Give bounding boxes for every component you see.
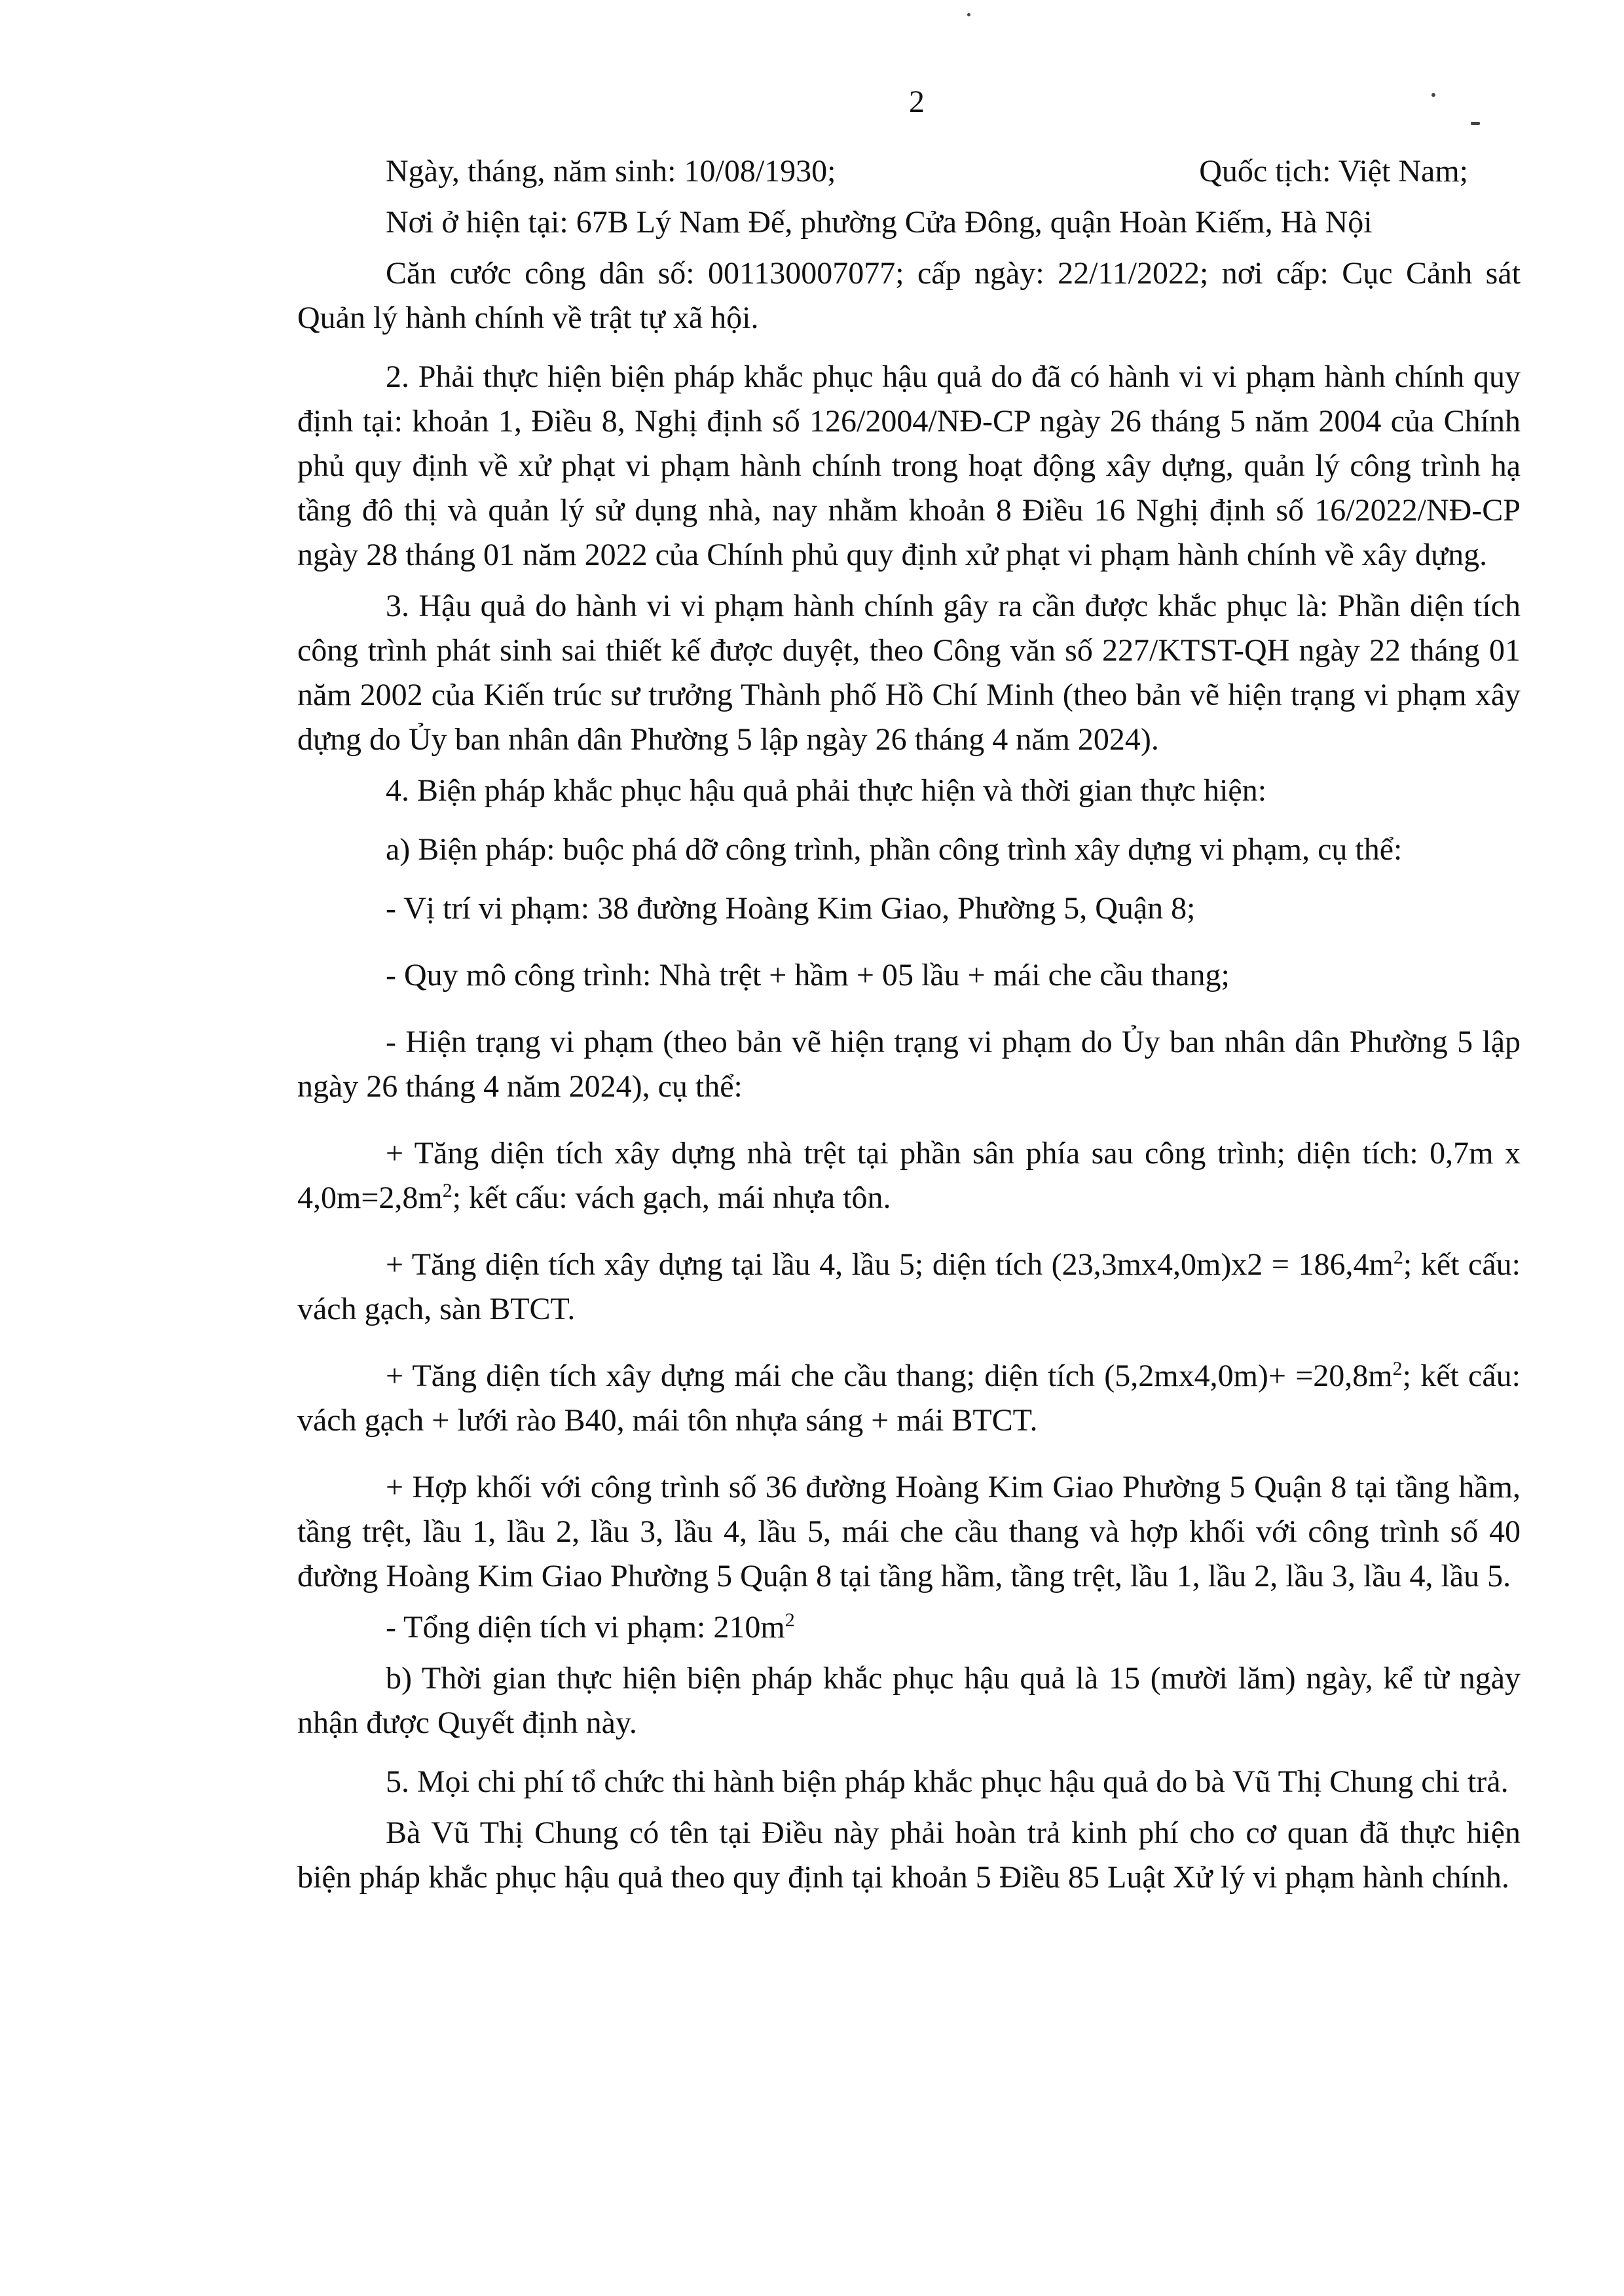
item-5: 5. Mọi chi phí tổ chức thi hành biện pháp khắc phục hậu quả do bà Vũ Thị Chung chi trả. (386, 1764, 1509, 1799)
residence: Nơi ở hiện tại: 67B Lý Nam Đế, phường Cửa Đông, quận Hoàn Kiếm, Hà Nội (386, 205, 1373, 240)
item-4b: b) Thời gian thực hiện biện pháp khắc phục hậu quả là 15 (mười lăm) ngày, kể từ ngày nhận được Quyết định này. (297, 1661, 1521, 1740)
document-body (297, 149, 1521, 1900)
violation-location: - Vị trí vi phạm: 38 đường Hoàng Kim Giao, Phường 5, Quận 8; (386, 891, 1196, 926)
nationality: Quốc tịch: Việt Nam; (1199, 154, 1468, 189)
violation-status: - Hiện trạng vi phạm (theo bản vẽ hiện trạng vi phạm do Ủy ban nhân dân Phường 5 lập ngày 26 tháng 4 năm 2024), cụ thể: (297, 1025, 1521, 1104)
merged-blocks: + Hợp khối với công trình số 36 đường Hoàng Kim Giao Phường 5 Quận 8 tại tầng hầm, tầng trệt, lầu 1, lầu 2, lầu 3, lầu 4, lầu 5, mái che cầu thang và hợp khối với công trình số 40 đường Hoàng Kim Giao Phường 5 Quận 8 tại tầng hầm, tầng trệt, lầu 1, lầu 2, lầu 3, lầu 4, lầu 5. (297, 1470, 1521, 1594)
refund-clause: Bà Vũ Thị Chung có tên tại Điều này phải hoàn trả kinh phí cho cơ quan đã thực hiện biện pháp khắc phục hậu quả theo quy định tại khoản 5 Điều 85 Luật Xử lý vi phạm hành chính. (297, 1815, 1521, 1895)
page-number: 2 (909, 84, 925, 119)
item-4: 4. Biện pháp khắc phục hậu quả phải thực hiện và thời gian thực hiện: (386, 773, 1267, 808)
building-scale: - Quy mô công trình: Nhà trệt + hầm + 05 lầu + mái che cầu thang; (386, 958, 1230, 993)
item-4a: a) Biện pháp: buộc phá dỡ công trình, phần công trình xây dựng vi phạm, cụ thể: (386, 832, 1403, 867)
item-3: 3. Hậu quả do hành vi vi phạm hành chính gây ra cần được khắc phục là: Phần diện tích công trình phát sinh sai thiết kế được duyệt, theo Công văn số 227/KTST-QH ngày 22 tháng 01 năm 2002 của Kiến trúc sư trưởng Thành phố Hồ Chí Minh (theo bản vẽ hiện trạng vi phạm xây dựng do Ủy ban nhân dân Phường 5 lập ngày 26 tháng 4 năm 2024). (297, 589, 1521, 757)
item-2: 2. Phải thực hiện biện pháp khắc phục hậu quả do đã có hành vi vi phạm hành chính quy định tại: khoản 1, Điều 8, Nghị định số 126/2004/NĐ-CP ngày 26 tháng 5 năm 2004 của Chính phủ quy định về xử phạt vi phạm hành chính trong hoạt động xây dựng, quản lý công trình hạ tầng đô thị và quản lý sử dụng nhà, nay nhằm khoản 8 Điều 16 Nghị định số 16/2022/NĐ-CP ngày 28 tháng 01 năm 2022 của Chính phủ quy định xử phạt vi phạm hành chính về xây dựng. (297, 359, 1521, 572)
scan-speck (1471, 122, 1480, 125)
date-of-birth: Ngày, tháng, năm sinh: 10/08/1930; (386, 154, 836, 189)
area-increase-3: + Tăng diện tích xây dựng mái che cầu thang; diện tích $(5,2mx4,0m)+ =20,8m^2$; kết cấu: vách gạch + lưới rào B40, mái tôn nhựa sáng + mái BTCT. (297, 1358, 1521, 1438)
area-increase-2: + Tăng diện tích xây dựng tại lầu 4, lầu 5; diện tích $(23,3mx4,0m)x2 = 186,4m^2$; kết cấu: vách gạch, sàn BTCT. (297, 1247, 1521, 1326)
total-violation-area: - Tổng diện tích vi phạm: $210m^2$ (386, 1609, 795, 1645)
scan-speck (1431, 93, 1435, 97)
area-increase-1: + Tăng diện tích xây dựng nhà trệt tại phần sân phía sau công trình; diện tích: 0,7m x $4,0m=2,8m^2$; kết cấu: vách gạch, mái nhựa tôn. (297, 1136, 1521, 1215)
id-card: Căn cước công dân số: 001130007077; cấp ngày: 22/11/2022; nơi cấp: Cục Cảnh sát Quản lý hành chính về trật tự xã hội. (297, 256, 1521, 335)
scan-speck (967, 13, 970, 16)
dob-nationality-line (297, 149, 1521, 194)
